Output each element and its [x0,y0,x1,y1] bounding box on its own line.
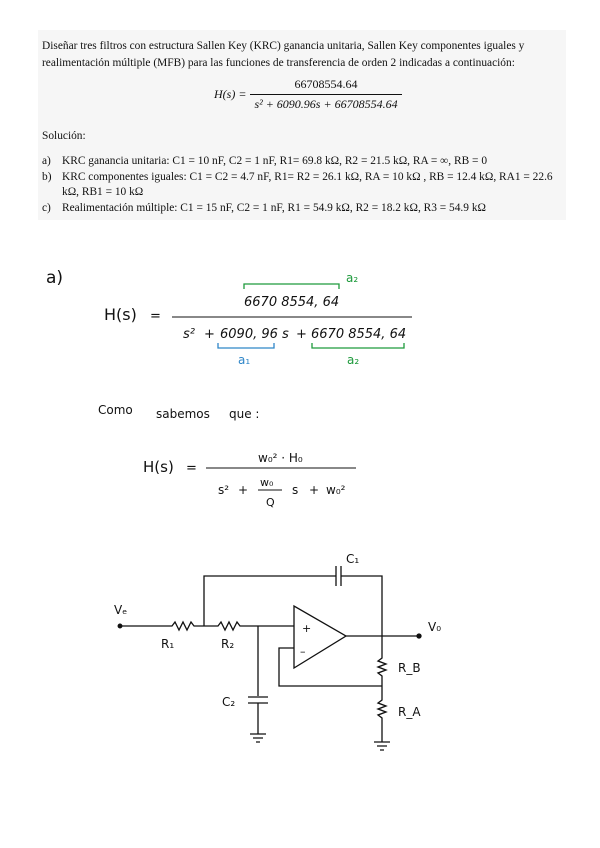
sabemos-word: sabemos [156,407,210,421]
hs-den-term: 6090, 96 s [220,327,289,342]
formula-denominator: s² + 6090.96s + 66708554.64 [250,94,401,112]
op-amp-plus-label: + [302,622,312,635]
general-den-plus2: + [309,483,320,497]
input-path-r1-r2 [120,622,294,630]
como-word: Como [98,403,133,417]
hs-numerator: 6670 8554, 64 [244,295,340,310]
r2-label: R₂ [221,637,235,651]
hs-den-const: 6670 8554, 64 [311,327,407,342]
output-node [417,634,421,638]
hs-label: H(s) [104,305,137,324]
c2-ground [250,703,266,742]
solution-item-label: a) [42,155,51,167]
general-den-w0: w₀ [260,476,274,489]
hs-den-s2: s² [183,327,195,342]
formula-numerator: 66708554.64 [294,76,358,91]
op-amp [294,606,346,668]
r1-label: R₁ [161,637,175,651]
part-a-label: a) [46,268,64,288]
a1-label: a₁ [238,353,251,367]
general-hs-label: H(s) [143,458,174,476]
general-numerator: w₀² · H₀ [258,451,303,465]
hs-den-plus1: + [204,327,215,342]
c1-capacitor [336,566,341,586]
a1-bracket [218,343,274,348]
sallen-key-circuit [118,566,421,750]
c2-capacitor [248,697,268,703]
c1-label: C₁ [346,552,360,566]
solution-item-text: KRC componentes iguales: C1 = C2 = 4.7 nF, R1= R2 = 26.1 kΩ, RA = 10 kΩ , RB = 12.4 kΩ, RA1 = 22.6 kΩ, RB1 = 10 kΩ [62,170,553,198]
problem-statement: Diseñar tres filtros con estructura Sallen Key (KRC) ganancia unitaria, Sallen Key componentes iguales y realimentación múltiple (MFB) para las funciones de transferencia de orden 2 indicadas a continuación: [42,40,525,69]
rb-ra-resistors [378,636,386,742]
solution-item-label: b) [42,170,52,183]
solution-item-text: KRC ganancia unitaria: C1 = 10 nF, C2 = 1 nF, R1= 69.8 kΩ, R2 = 21.5 kΩ, RA = ∞, RB = 0 [62,155,488,167]
solution-item-label: c) [42,201,51,214]
vin-label: Vₑ [114,603,128,617]
general-den-s2: s² [218,483,230,497]
general-den-q: Q [266,496,275,509]
a2-bottom-label: a₂ [347,353,360,367]
hs-equals: = [150,309,161,324]
c1-right-wire [341,576,382,636]
a2-bottom-bracket [312,343,404,348]
hs-den-plus2: + [296,327,307,342]
que-word: que : [229,407,260,421]
rb-label: R_B [398,661,421,675]
ra-ground [374,742,390,750]
solution-item-text: Realimentación múltiple: C1 = 15 nF, C2 = 1 nF, R1 = 54.9 kΩ, R2 = 18.2 kΩ, R3 = 54.9 kΩ [62,201,486,214]
ra-label: R_A [398,705,421,719]
general-den-s: s [292,483,299,497]
a2-top-bracket [244,284,339,289]
general-den-w0sq: w₀² [326,483,346,497]
formula-lhs: H(s) = [214,86,247,101]
op-amp-minus-label: – [300,645,306,658]
general-den-plus1: + [238,483,249,497]
vout-label: V₀ [428,620,442,634]
solution-heading: Solución: [42,130,86,142]
general-equals: = [186,461,197,476]
a2-top-label: a₂ [346,271,359,285]
c2-label: C₂ [222,695,236,709]
